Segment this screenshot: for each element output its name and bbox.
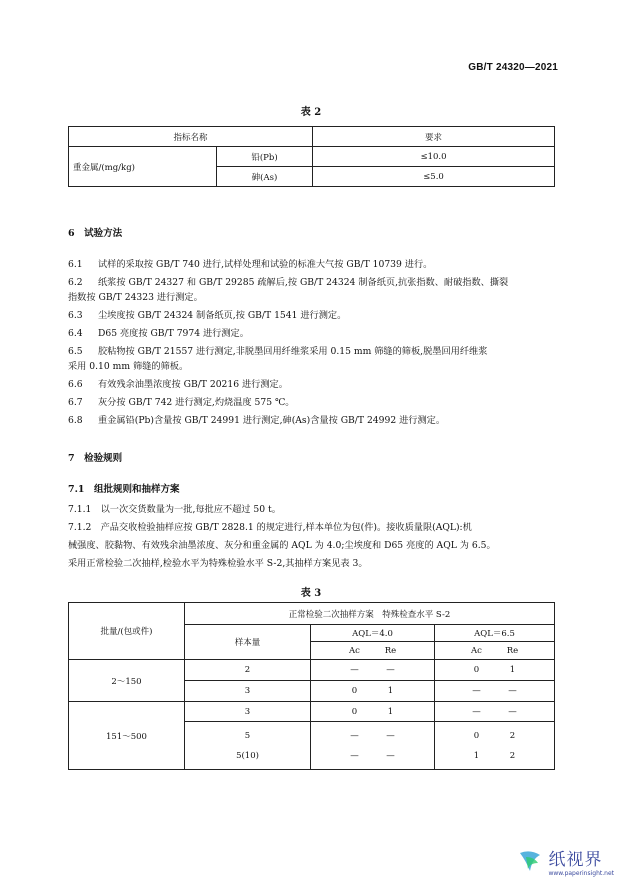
watermark-text: 纸视界 — [548, 850, 603, 870]
table2-item-as: 砷(As) — [217, 167, 313, 187]
table2 — [68, 126, 555, 187]
table3-sample: 2 — [185, 660, 311, 681]
table3-aql2-cell: — — — [435, 702, 555, 722]
table2-head-item: 指标名称 — [69, 127, 313, 147]
table2-value-as: ≤5.0 — [313, 167, 555, 187]
section6-item-5: 6.5 胶粘物按 GB/T 21557 进行测定,非脱墨回用纤维浆采用 0.15 mm 筛缝的筛板,脱墨回用纤维浆 — [68, 346, 488, 357]
table3-aql2-stack: 0 2 1 2 — [435, 722, 555, 770]
section6-item-4: 6.4 D65 亮度按 GB/T 7974 进行测定。 — [68, 328, 249, 339]
table3-caption: 表 3 — [300, 588, 322, 599]
section7-1-title: 7.1 组批规则和抽样方案 — [68, 484, 180, 495]
clause-7-1-1: 7.1.1 以一次交货数量为一批,每批应不超过 50 t。 — [68, 504, 281, 515]
table3-plan-title: 正常检验二次抽样方案 特殊检查水平 S-2 — [185, 603, 555, 625]
clause-7-1-2-line1: 7.1.2 产品交收检验抽样应按 GB/T 2828.1 的规定进行,样本单位为包(件)。接收质量限(AQL):机 — [68, 522, 472, 533]
table3-aql1-cell: 0 1 — [311, 702, 435, 722]
section6-item-3: 6.3 尘埃度按 GB/T 24324 制备纸页,按 GB/T 1541 进行测定。 — [68, 310, 347, 321]
watermark — [516, 845, 614, 877]
clause-7-1-2-line2: 械强度、胶黏物、有效残余油墨浓度、灰分和重金属的 AQL 为 4.0;尘埃度和 D65 亮度的 AQL 为 6.5。 — [68, 540, 496, 551]
section7-title: 7 检验规则 — [68, 453, 123, 464]
table3-sample: 3 — [185, 702, 311, 722]
section6-item-2: 6.2 纸浆按 GB/T 24327 和 GB/T 29285 疏解后,按 GB/T 24324 制备纸页,抗张指数、耐破指数、撕裂 — [68, 277, 509, 288]
table3-aql2-cell: — — — [435, 681, 555, 702]
section6-item-2-cont: 指数按 GB/T 24323 进行测定。 — [68, 292, 203, 303]
section6-item-8: 6.8 重金属铅(Pb)含量按 GB/T 24991 进行测定,砷(As)含量按 GB/T 24992 进行测定。 — [68, 415, 446, 426]
table3-acre-head-1: Ac Re — [311, 642, 435, 660]
table3-aql-4: AQL＝4.0 — [311, 625, 435, 642]
table3-sample-stack: 5 5(10) — [185, 722, 311, 770]
section6-title: 6 试验方法 — [68, 228, 123, 239]
table3-batch-head: 批量/(包或件) — [69, 603, 185, 660]
section6-item-6: 6.6 有效残余油墨浓度按 GB/T 20216 进行测定。 — [68, 379, 288, 390]
table3 — [68, 602, 555, 770]
standard-number: GB/T 24320—2021 — [468, 62, 558, 73]
table3-batch-2: 151～500 — [69, 702, 185, 770]
table2-value-pb: ≤10.0 — [313, 147, 555, 167]
table2-caption: 表 2 — [300, 107, 322, 118]
table3-aql-6-5: AQL＝6.5 — [435, 625, 555, 642]
paperinsight-logo-icon — [516, 847, 544, 875]
section6-item-1: 6.1 试样的采取按 GB/T 740 进行,试样处理和试验的标准大气按 GB/T 10739 进行。 — [68, 259, 433, 270]
table2-item-pb: 铅(Pb) — [217, 147, 313, 167]
table3-acre-head-2: Ac Re — [435, 642, 555, 660]
table3-sample-head: 样本量 — [185, 625, 311, 660]
table3-batch-1: 2～150 — [69, 660, 185, 702]
section6-item-7: 6.7 灰分按 GB/T 742 进行测定,灼烧温度 575 ℃。 — [68, 397, 295, 408]
table2-head-req: 要求 — [313, 127, 555, 147]
section6-item-5-cont: 采用 0.10 mm 筛缝的筛板。 — [68, 361, 189, 372]
table3-aql1-cell: 0 1 — [311, 681, 435, 702]
table3-aql2-cell: 0 1 — [435, 660, 555, 681]
clause-7-1-2-line3: 采用正常检验二次抽样,检验水平为特殊检验水平 S-2,其抽样方案见表 3。 — [68, 558, 368, 569]
table3-sample: 3 — [185, 681, 311, 702]
table2-row-label: 重金属/(mg/kg) — [69, 147, 217, 187]
watermark-url: www.paperinsight.net — [548, 870, 614, 877]
table3-aql1-stack: — — — — — [311, 722, 435, 770]
table3-aql1-cell: — — — [311, 660, 435, 681]
